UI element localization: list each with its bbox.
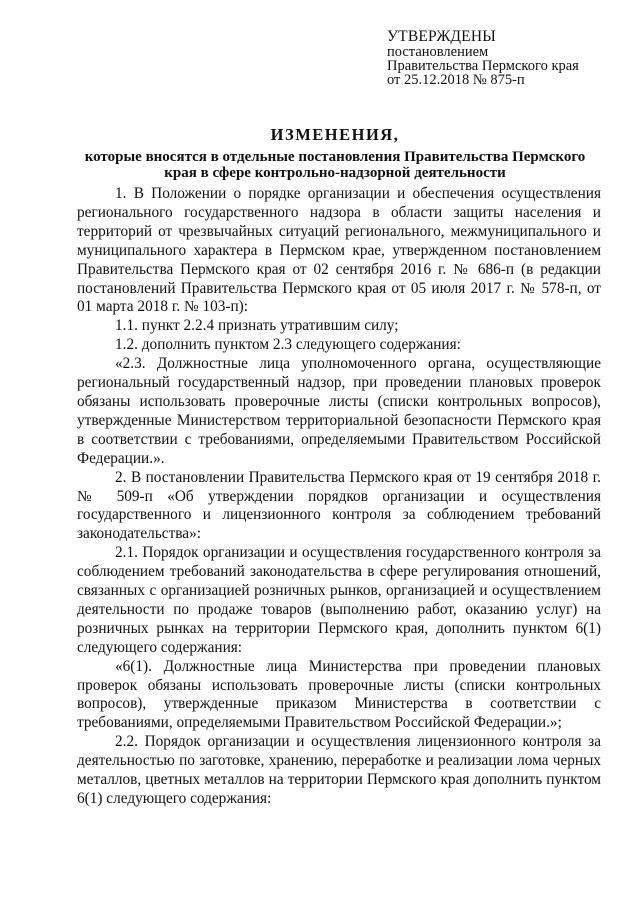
approval-heading: УТВЕРЖДЕНЫ bbox=[387, 28, 496, 45]
approval-block bbox=[387, 28, 627, 87]
approval-line-2: Правительства Пермского края bbox=[387, 58, 579, 74]
approval-line-3: от 25.12.2018 № 875-п bbox=[387, 72, 525, 88]
paragraph-2-2: 2.2. Порядок организации и осуществления лицензионного контроля за деятельностью по заготовке, хранению, переработке и реализации лома черных металлов, цветных металлов на территории Пермского края дополнить пунктом 6(1) следующего содержания: bbox=[77, 733, 601, 807]
paragraph-2: 2. В постановлении Правительства Пермского края от 19 сентября 2018 г. № 509-п «Об утверждении порядков организации и осуществления государственного и лицензионного контроля за соблюдением требований законодательства»: bbox=[77, 468, 601, 543]
paragraph-1-1: 1.1. пункт 2.2.4 признать утратившим силу; bbox=[115, 317, 399, 335]
paragraph-2-1: 2.1. Порядок организации и осуществления государственного контроля за соблюдением требований законодательства в сфере регулирования отношений, связанных с организацией розничных рынков, организацией и осуществлением деятельности по продаже товаров (выполнению работ, оказанию услуг) на розничных рынках на территории Пермского края, дополнить пунктом 6(1) следующего содержания: bbox=[77, 544, 601, 656]
document-heading bbox=[70, 126, 600, 181]
document-body bbox=[77, 185, 601, 809]
document-subtitle: которые вносятся в отдельные постановления Правительства Пермского края в сфере контрольно-надзорной деятельности bbox=[84, 149, 586, 181]
document-title: ИЗМЕНЕНИЯ, bbox=[270, 125, 400, 144]
paragraph-1-2: 1.2. дополнить пунктом 2.3 следующего содержания: bbox=[115, 336, 461, 354]
paragraph-1: 1. В Положении о порядке организации и обеспечения осуществления регионального государственного надзора в области защиты населения и территорий от чрезвычайных ситуаций регионального, межмуниципального и муниципального характера в Пермском крае, утвержденном постановлением Правительства Пермского края от 02 сентября 2016 г. № 686-п (в редакции постановлений Правительства Пермского края от 05 июля 2017 г. № 578-п, от 01 марта 2018 г. № 103-п): bbox=[77, 185, 601, 316]
paragraph-6-1-quote: «6(1). Должностные лица Министерства при проведении плановых проверок обязаны использовать проверочные листы (списки контрольных вопросов), утвержденные приказом Министерства в соответствии с требованиями, определяемыми Правительством Российской Федерации.»; bbox=[77, 657, 601, 732]
paragraph-2-3-quote: «2.3. Должностные лица уполномоченного органа, осуществляющие региональный государственный надзор, при проведении плановых проверок обязаны использовать проверочные листы (списки контрольных вопросов), утвержденные Министерством территориальной безопасности Пермского края в соответствии с требованиями, определяемыми Правительством Российской Федерации.». bbox=[77, 355, 601, 467]
approval-line-1: постановлением bbox=[387, 44, 489, 60]
